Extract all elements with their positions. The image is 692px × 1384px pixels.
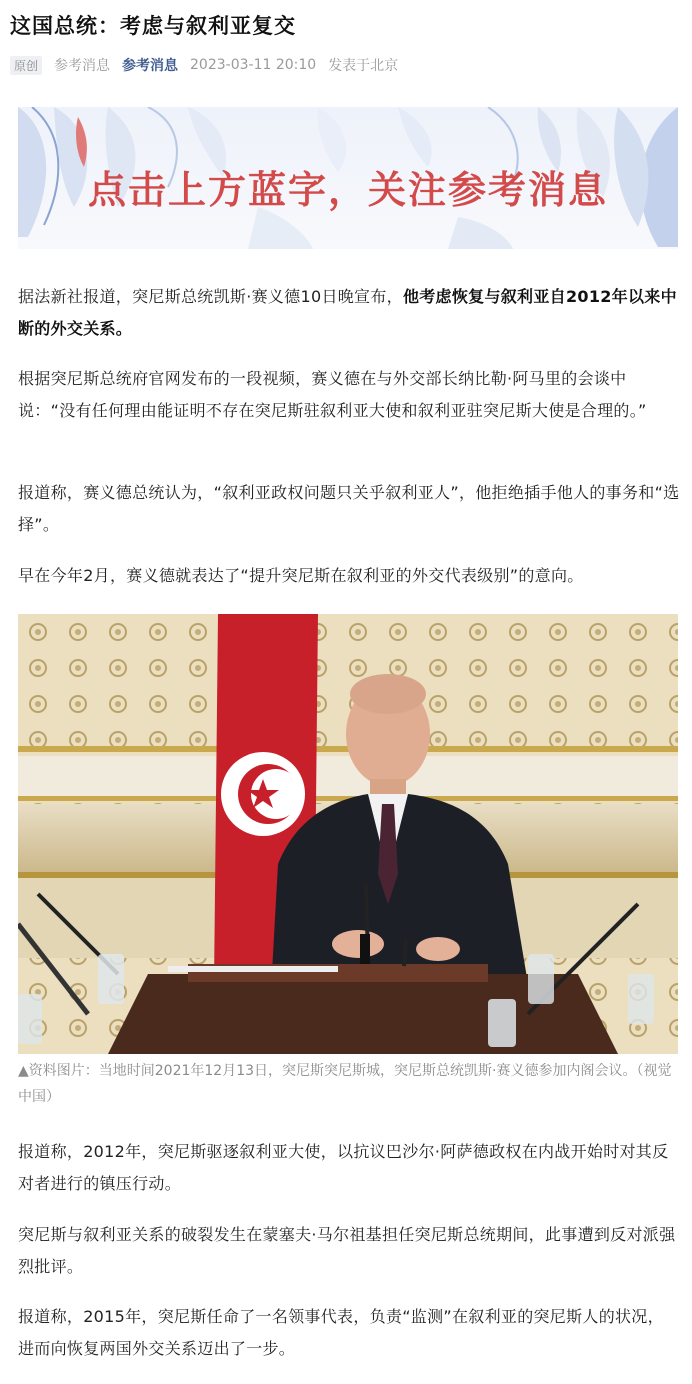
account-link[interactable]: 参考消息	[122, 58, 179, 74]
publish-location: 发表于北京	[328, 58, 399, 74]
paragraph-2: 根据突尼斯总统府官网发布的一段视频，赛义德在与外交部长纳比勒·阿马里的会谈中说：“没有任何理由能证明不存在突尼斯驻叙利亚大使和叙利亚驻突尼斯大使是合理的。”	[18, 369, 647, 420]
paragraph-4: 早在今年2月，赛义德就表达了“提升突尼斯在叙利亚的外交代表级别”的意向。	[18, 566, 584, 585]
paragraph-3: 报道称，赛义德总统认为，“叙利亚政权问题只关乎叙利亚人”，他拒绝插手他人的事务和“选择”。	[18, 483, 680, 534]
president-meeting-image	[18, 614, 678, 1054]
article-title: 这国总统：考虑与叙利亚复交	[10, 14, 296, 38]
paragraph-5: 报道称，2012年，突尼斯驱逐叙利亚大使，以抗议巴沙尔·阿萨德政权在内战开始时对其反对者进行的镇压行动。	[18, 1142, 669, 1193]
article-meta	[10, 55, 398, 75]
paragraph-7: 报道称，2015年，突尼斯任命了一名领事代表，负责“监测”在叙利亚的突尼斯人的状况，进而向恢复两国外交关系迈出了一步。	[18, 1307, 664, 1358]
paragraph-6: 突尼斯与叙利亚关系的破裂发生在蒙塞夫·马尔祖基担任突尼斯总统期间，此事遭到反对派强烈批评。	[18, 1225, 676, 1276]
paragraph-1-bold: 他考虑恢复与叙利亚自2012年以来中断的外交关系。	[18, 287, 677, 338]
article-photo[interactable]	[18, 614, 678, 1054]
paragraph-1	[18, 281, 680, 345]
author-name: 参考消息	[54, 58, 111, 74]
follow-banner[interactable]	[18, 107, 678, 249]
banner-text: 点击上方蓝字，关注参考消息	[87, 167, 608, 212]
paragraph-1-text: 据法新社报道，突尼斯总统凯斯·赛义德10日晚宣布，	[18, 287, 403, 306]
original-badge: 原创	[10, 56, 42, 75]
publish-time: 2023-03-11 20:10	[190, 57, 317, 73]
photo-caption: ▲资料图片：当地时间2021年12月13日，突尼斯突尼斯城，突尼斯总统凯斯·赛义德参加内阁会议。（视觉中国）	[18, 1063, 672, 1105]
